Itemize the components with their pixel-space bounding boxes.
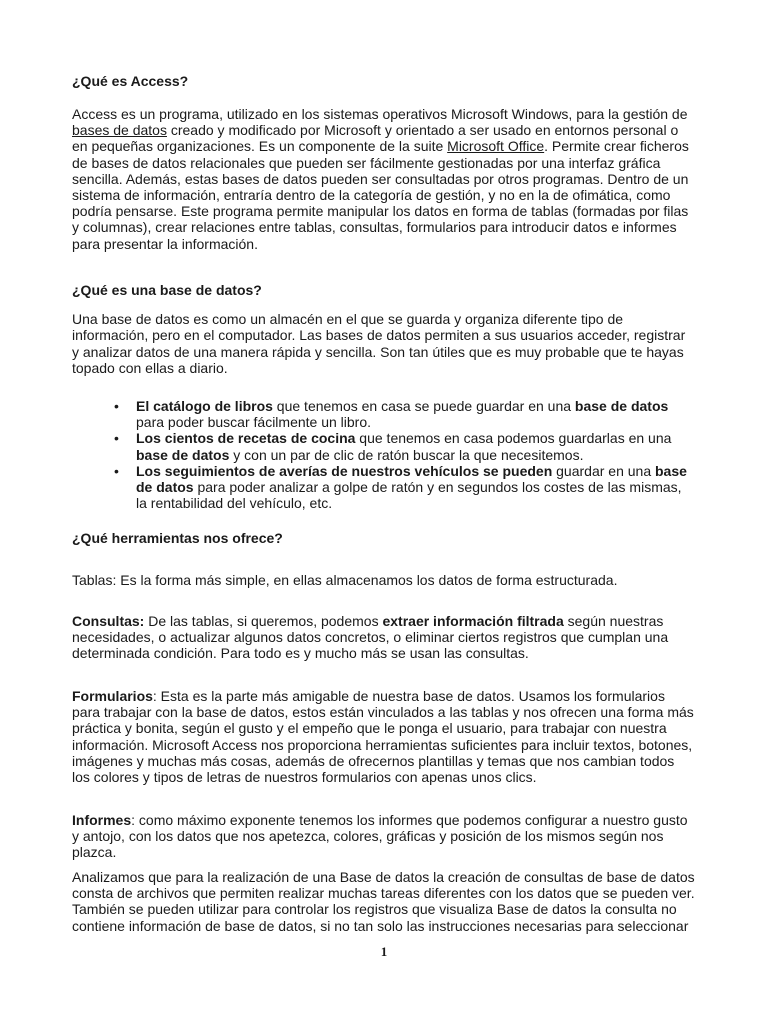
database-examples-list bbox=[72, 398, 696, 511]
text-run: que tenemos en casa podemos guardarlas en una bbox=[355, 430, 672, 447]
bold-run: Formularios bbox=[72, 688, 153, 704]
link-bases-de-datos[interactable]: bases de datos bbox=[72, 122, 167, 139]
bold-run: base de datos bbox=[574, 398, 669, 414]
text-run: creado y modificado por Microsoft y orientado a ser usado en entornos personal o en pequeñas organizaciones. Es un componente de la suite bbox=[72, 122, 679, 155]
text-run: según nuestras necesidades, o actualizar algunos datos concretos, o eliminar ciertos registros que cumplan una determinada condición. Para todo es y mucho más se usan las consultas. bbox=[72, 613, 669, 662]
paragraph-access-definition bbox=[72, 106, 696, 252]
text-run: Access es un programa, utilizado en los sistemas operativos Microsoft Windows, para la gestión de bbox=[72, 106, 688, 122]
bold-run: El catálogo de libros bbox=[136, 398, 273, 414]
heading-herramientas: ¿Qué herramientas nos ofrece? bbox=[72, 530, 283, 546]
list-item bbox=[72, 430, 696, 462]
paragraph-database-definition: Una base de datos es como un almacén en el que se guarda y organiza diferente tipo de información, pero en el computador. Las bases de datos permiten a sus usuarios acceder, registrar y analizar datos de una manera rápida y sencilla. Son tan útiles que es muy probable que te hayas topado con ellas a diario. bbox=[72, 311, 686, 376]
text-run: . Permite crear ficheros de bases de datos relacionales que pueden ser fácilmente gestionadas por una interfaz gráfica sencilla. Además, estas bases de datos pueden ser consultadas por otros programas. Dentro de un sistema de información, entraría dentro de la categoría de gestión, y no en la de ofimática, como podría pensarse. Este programa permite manipular los datos en forma de tablas (formadas por filas y columnas), crear relaciones entre tablas, consultas, formularios para introducir datos e informes para presentar la información. bbox=[72, 138, 689, 252]
text-run: y con un par de clic de ratón buscar la que necesitemos. bbox=[229, 446, 584, 463]
bullet-dot: • bbox=[114, 462, 119, 479]
bold-run: extraer información filtrada bbox=[382, 613, 564, 629]
bold-run: Consultas: bbox=[72, 613, 145, 629]
bold-run: Informes bbox=[72, 812, 132, 828]
paragraph-informes bbox=[72, 812, 696, 861]
bold-run: Los cientos de recetas de cocina bbox=[136, 430, 356, 447]
text-run: : como máximo exponente tenemos los informes que podemos configurar a nuestro gusto y antojo, con los datos que nos apetezca, colores, gráficas y posición de los mismos según nos plazca. bbox=[72, 812, 688, 861]
text-run: : Esta es la parte más amigable de nuestra base de datos. Usamos los formularios para trabajar con la base de datos, estos están vinculados a las tablas y nos ofrecen una forma más práctica y bonita, según el gusto y el empeño que le ponga el usuario, para trabajar con nuestra información. Microsoft Access nos proporciona herramientas suficientes para incluir textos, botones, imágenes y muchas más cosas, además de ofrecernos plantillas y temas que nos cambian todos los colores y tipos de letras de nuestros formularios con apenas unos clics. bbox=[72, 688, 694, 786]
list-item bbox=[72, 463, 696, 512]
text-run: que tenemos en casa se puede guardar en una bbox=[272, 398, 575, 414]
paragraph-formularios bbox=[72, 688, 696, 785]
heading-que-es-base-de-datos: ¿Qué es una base de datos? bbox=[72, 282, 262, 298]
bold-run: base de datos bbox=[136, 462, 687, 496]
bullet-dot: • bbox=[114, 398, 119, 414]
document-page bbox=[72, 0, 696, 1024]
heading-que-es-access: ¿Qué es Access? bbox=[72, 73, 189, 89]
bullet-dot: • bbox=[114, 430, 119, 447]
text-run: para poder buscar fácilmente un libro. bbox=[136, 414, 372, 431]
text-run: De las tablas, si queremos, podemos bbox=[144, 613, 383, 629]
paragraph-analisis: Analizamos que para la realización de una Base de datos la creación de consultas de base de datos consta de archivos que permiten realizar muchas tareas diferentes con los datos que se pueden ver. También se pueden utilizar para controlar los registros que visualiza Base de datos la consulta no contiene información de base de datos, si no tan solo las instrucciones necesarias para seleccionar bbox=[72, 869, 695, 934]
paragraph-tablas: Tablas: Es la forma más simple, en ellas almacenamos los datos de forma estructurada. bbox=[72, 572, 618, 588]
bold-run: base de datos bbox=[136, 446, 230, 463]
list-item bbox=[72, 398, 696, 430]
text-run: guardar en una bbox=[552, 462, 655, 479]
link-microsoft-office[interactable]: Microsoft Office bbox=[447, 138, 545, 155]
text-run: para poder analizar a golpe de ratón y en segundos los costes de las mismas, la rentabilidad del vehículo, etc. bbox=[136, 479, 682, 512]
page-number: 1 bbox=[380, 944, 388, 959]
paragraph-consultas bbox=[72, 613, 696, 662]
bold-run: Los seguimientos de averías de nuestros vehículos se pueden bbox=[136, 462, 553, 479]
